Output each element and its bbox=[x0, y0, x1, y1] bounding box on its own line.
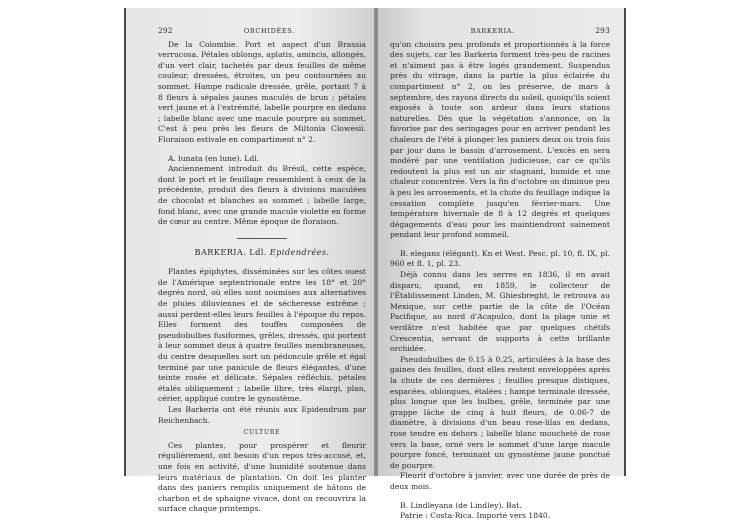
left-species-title: A. lunata (en lune). Ldl. bbox=[168, 153, 260, 163]
right-running-header bbox=[390, 26, 610, 37]
section-divider bbox=[237, 238, 287, 239]
right-species2-text: Patrie : Costa-Rica. Importé vers 1840. bbox=[400, 511, 551, 521]
right-species-paragraph-1: Déjà connu dans les serres en 1836, il en avait disparu, quand, en 1859, le collecteur de l'Établissement Linden, M. Ghiesbreght, le retrouva au Mexique, sur cette partie de la côte de l'Océan Pacifique, au nord d'Acapulco, dont la plage unie et verdâtre n'est habitée que par quelques chétifs Crescentia, servant de supports à cette brillante orchidée. bbox=[390, 270, 610, 354]
left-paragraph-1: De la Colombie. Port et aspect d'un Brassia verrucosa. Pétales oblongs, aplatis, amincis, allongés, d'un vert clair, tachetés par deux feuilles de même couleur, dressées, étroites, un peu contournées au sommet. Hampe radicale dressée, grêle, portant 7 à 8 fleurs à sépales jaunes maculés de brun ; pétales vert jaune et à l'extrémité, labelle pourpre en dedans ; labelle blanc avec une macule pourpre au sommet. C'est à peu près les fleurs de Miltonia Clowesii. Floraison estivale en compartiment n° 2. bbox=[158, 39, 366, 144]
right-paragraph-1: qu'on choisira peu profonds et proportionnés à la force des sujets, car les Barkeria forment très-peu de racines et n'aiment pas à être logés grandement. Suspendus près du vitrage, dans la partie la plus éclairée du compartiment n° 2, on les préserve, de mars à septembre, des rayons directs du soleil, quoiqu'ils soient exposés à toute son ardeur dans leurs stations naturelles. Dès que la végétation s'annonce, on la favorise par des seringages pour en arriver pendant les chaleurs de l'été à plonger les paniers deux ou trois fois par jour dans le bassin d'arrosement. L'excès en sera modéré par une ventilation judicieuse, car ce qu'ils redoutent la plus est un air stagnant, humide et une chaleur concentrée. Vers la fin d'octobre on diminue peu à peu les arrosements, et la chute du feuillage indique la cessation complète jusqu'en février-mars. Une température hivernale de 8 à 12 degrés et quelques dégagements d'eau pour les maintiendront sainement pendant leur profond sommeil. bbox=[390, 39, 610, 240]
culture-paragraph: Ces plantes, pour prospérer et fleurir régulièrement, ont besoin d'un repos très-accusé, et, une fois en activité, d'une humidité soutenue dans leurs matériaux de plantation. On doit les planter dans des paniers remplis uniquement de bâtons de charbon et de sphaigne vivace, dont on recouvrira la surface chaque printemps. bbox=[158, 440, 366, 514]
left-page-number: 292 bbox=[158, 26, 173, 35]
left-page bbox=[124, 8, 374, 514]
right-running-head: BARKERIA. bbox=[470, 27, 515, 35]
left-paragraph-2: Anciennement introduit du Brésil, cette espèce, dont le port et le feuillage ressemblent à ceux de la précédente, produit des fleurs à divisions maculées de chocolat et blanches au sommet ; labelle large, fond blanc, avec une grande macule violette en forme de cœur au centre. Même époque de floraison. bbox=[158, 164, 366, 227]
section-heading bbox=[158, 247, 366, 258]
section-heading-tribe: Epidendrées. bbox=[269, 246, 330, 257]
right-species2-title: B. Lindleyana (de Lindley). Bat. bbox=[400, 500, 522, 510]
right-page-edge bbox=[624, 8, 626, 476]
right-species-paragraph-3: Fleurit d'octobre à janvier, avec une durée de près de deux mois. bbox=[390, 471, 610, 491]
section-paragraph-2: Les Barkeria ont été réunis aux Epidendrum par Reichenbach. bbox=[158, 405, 366, 425]
left-running-header bbox=[158, 26, 366, 37]
left-running-head: ORCHIDÉES. bbox=[243, 27, 295, 35]
right-page-number: 293 bbox=[595, 26, 610, 35]
open-book bbox=[124, 8, 626, 521]
right-species-title: B. elegans (élégant). Kn et West. Pesc. pl. 10, fl. IX, pl. 960 et fl. 1, pl. 23. bbox=[390, 248, 610, 269]
right-species-paragraph-2: Pseudobulbes de 0.15 à 0.25, articulées à la base des gaines des feuilles, dont elles restent enveloppées après la chute de ces dernières ; feuilles presque distiques, espacées, oblongues, étalées ; hampe terminale dressée, plus longue que les bulbes, grêle, terminée par une grappe lâche de cinq à huit fleurs, de 0.06-7 de diamètre, à divisions d'un beau rose-lilas en dedans, rose tendre en dehors ; labelle blanc moucheté de rose vers la base, orné vers le sommet d'une large macule pourpre foncé, terminant un gynostème jaune ponctué de pourpre. bbox=[390, 354, 610, 470]
section-heading-genus: BARKERIA. Ldl. bbox=[194, 246, 267, 257]
culture-label: CULTURE bbox=[243, 429, 281, 437]
right-page bbox=[378, 8, 626, 521]
section-paragraph-1: Plantes épiphytes, disséminées sur les côtes ouest de l'Amérique septentrionale entre les 18° et 20° degrés nord, où elles sont soumises aux alternatives de pluies diluviennes et de sécheresse extrême ; aussi perdent-elles leurs feuilles à l'époque du repos. Elles forment des touffes composées de pseudobulbes fusiformes, grêles, dressés, qui portent à leur sommet deux à quatre feuilles membraneuses, du centre desquelles sort un pédoncule grêle et égal terminé par une panicule de fleurs élégantes, d'une teinte rosée et délicate. Sépales réfléchis, pétales étalés obliquement ; labelle libre, très élargi, plan, cérier, appliqué contre le gynostème. bbox=[158, 267, 366, 404]
left-page-edge bbox=[124, 8, 126, 476]
